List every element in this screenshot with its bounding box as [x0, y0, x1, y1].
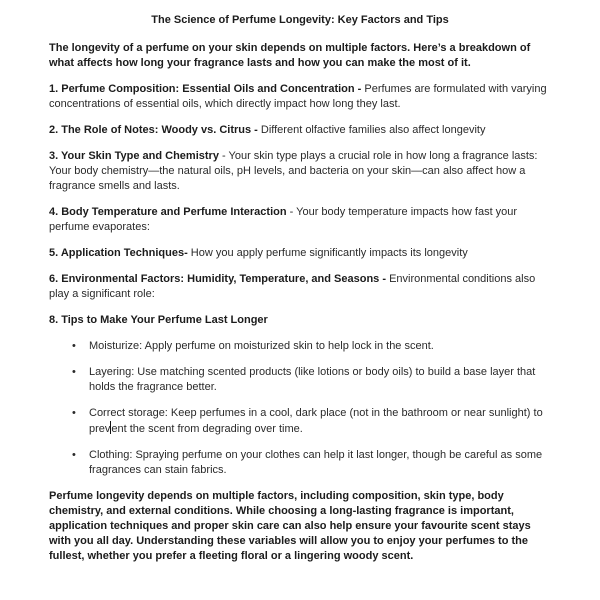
section-text-5: How you apply perfume significantly impacts its longevity — [187, 247, 468, 259]
bullet-icon: • — [72, 449, 76, 461]
conclusion-paragraph[interactable]: Perfume longevity depends on multiple factors, including composition, skin type, body chemistry, and external conditions. While choosing a long-lasting fragrance is important, application techniques and proper skin care can also help ensure your favourite scent stays with you all day. Understanding these variables will allow you to enjoy your perfumes to the fullest, whether you prefer a fleeting floral or a lingering woody scent. — [49, 490, 531, 562]
bullet-item-moisturize[interactable] — [49, 339, 551, 354]
section-heading-1: 1. Perfume Composition: Essential Oils and Concentration - — [49, 83, 362, 95]
section-paragraph-4[interactable] — [49, 205, 551, 235]
bullet-item-clothing[interactable] — [49, 448, 551, 478]
section-text-6: Environmental conditions also play a significant role: — [49, 273, 536, 300]
section-heading-5: 5. Application Techniques- — [49, 247, 188, 259]
section-text-2: Different olfactive families also affect longevity — [257, 124, 486, 136]
section-heading-2: 2. The Role of Notes: Woody vs. Citrus - — [49, 124, 258, 136]
bullet-icon: • — [72, 340, 76, 352]
section-text-4: - Your body temperature impacts how fast your perfume evaporates: — [49, 206, 518, 233]
bullet-icon: • — [72, 366, 76, 378]
section-heading-8: 8. Tips to Make Your Perfume Last Longer — [49, 314, 268, 326]
section-heading-3: 3. Your Skin Type and Chemistry — [49, 150, 219, 162]
section-paragraph-8[interactable] — [49, 313, 551, 328]
bullet-item-storage[interactable] — [49, 406, 551, 437]
section-text-3: - Your skin type plays a crucial role in how long a fragrance lasts: Your body chemistry—the natural oils, pH levels, and bacteria on your skin—can also affect how a fragrance smells and lasts. — [49, 150, 538, 192]
bullet-icon: • — [72, 407, 76, 419]
section-paragraph-5[interactable] — [49, 246, 551, 261]
bullet-text-after-caret: ent the scent from degrading over time. — [111, 423, 303, 435]
bullet-text: Layering: Use matching scented products (like lotions or body oils) to build a base layer that holds the fragrance better. — [89, 366, 536, 393]
section-paragraph-6[interactable] — [49, 272, 551, 302]
intro-paragraph[interactable]: The longevity of a perfume on your skin depends on multiple factors. Here’s a breakdown of what affects how long your fragrance lasts and how you can make the most of it. — [49, 42, 531, 69]
bullet-text: Clothing: Spraying perfume on your clothes can help it last longer, though be careful as some fragrances can stain fabrics. — [89, 449, 543, 476]
section-heading-6: 6. Environmental Factors: Humidity, Temperature, and Seasons - — [49, 273, 387, 285]
bullet-text-before-caret: Correct storage: Keep perfumes in a cool, dark place (not in the bathroom or near sunlight) to prev — [89, 407, 543, 435]
section-heading-4: 4. Body Temperature and Perfume Interaction — [49, 206, 287, 218]
section-paragraph-1[interactable] — [49, 82, 551, 112]
bullet-text: Moisturize: Apply perfume on moisturized skin to help lock in the scent. — [89, 340, 434, 352]
tips-bullet-list — [49, 339, 551, 478]
section-paragraph-3[interactable] — [49, 149, 551, 194]
section-paragraph-2[interactable] — [49, 123, 551, 138]
document-title: The Science of Perfume Longevity: Key Factors and Tips — [151, 14, 449, 26]
bullet-item-layering[interactable] — [49, 365, 551, 395]
section-text-1: Perfumes are formulated with varying concentrations of essential oils, which directly impact how long they last. — [49, 83, 547, 110]
